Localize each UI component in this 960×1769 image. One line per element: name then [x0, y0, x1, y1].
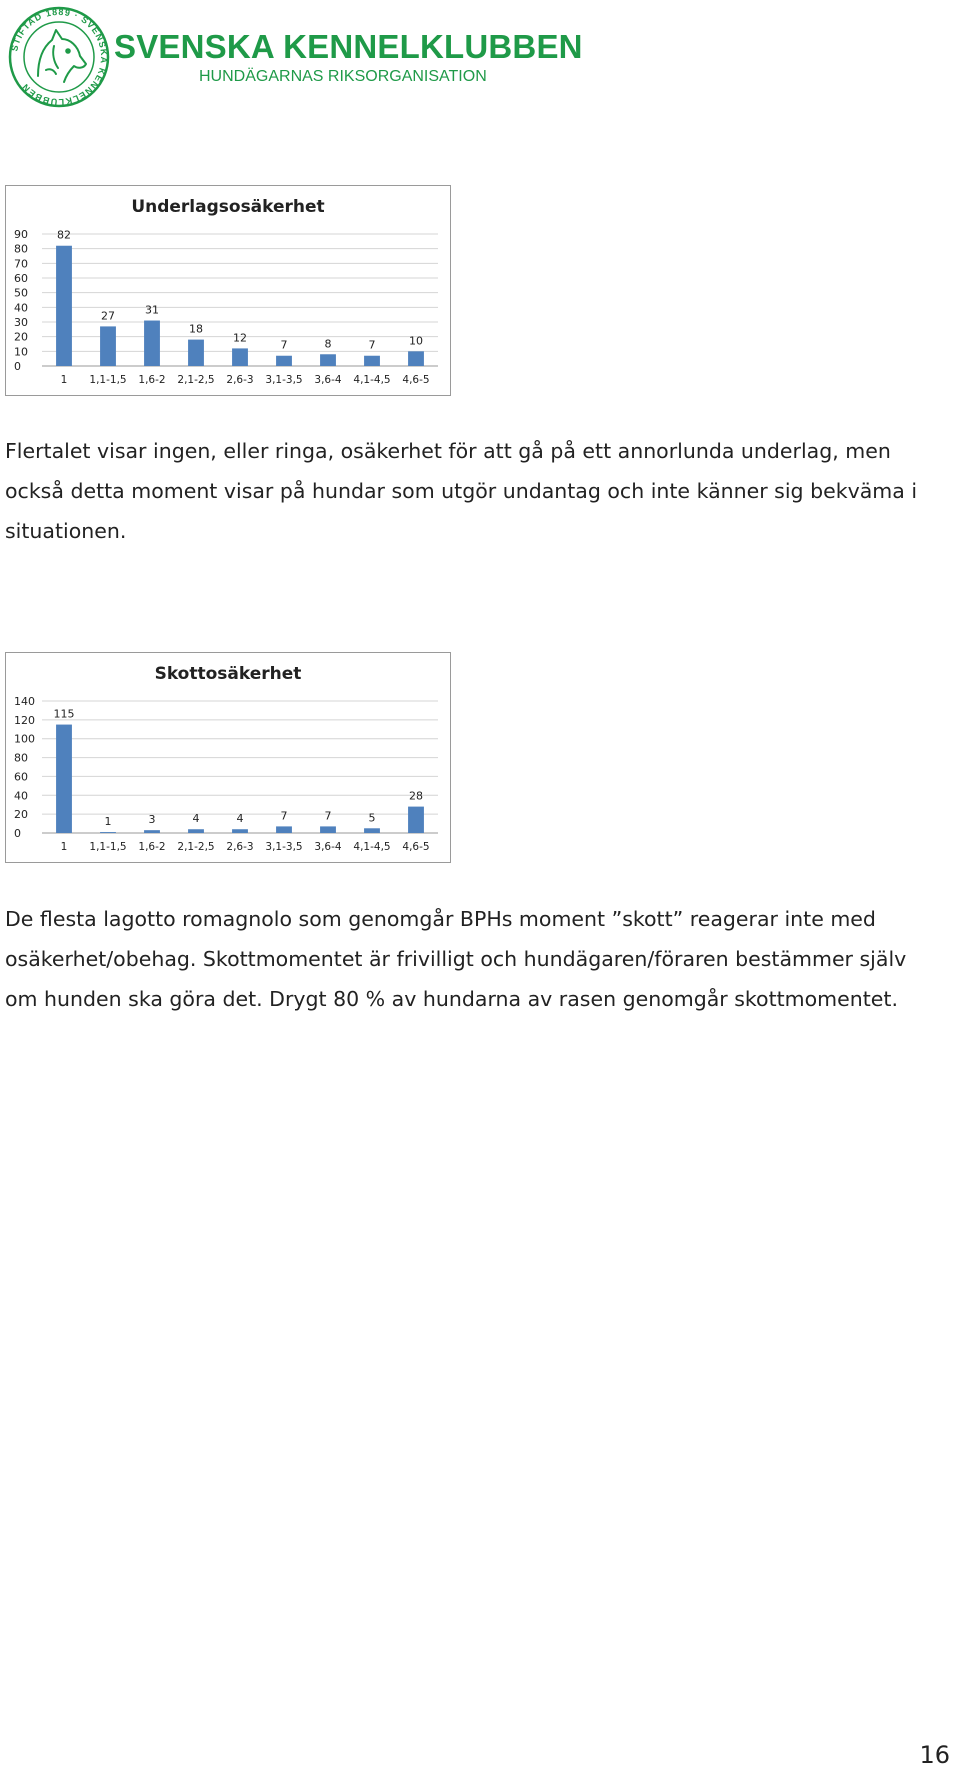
- bar: [364, 356, 380, 366]
- x-tick-label: 1,1-1,5: [89, 374, 127, 386]
- y-tick-label: 60: [14, 272, 28, 285]
- y-tick-label: 70: [14, 257, 28, 271]
- paragraph-line: De flesta lagotto romagnolo som genomgår BPHs moment ”skott” reagerar inte med: [5, 907, 876, 931]
- y-tick-label: 0: [14, 827, 21, 840]
- bar: [144, 830, 160, 833]
- y-tick-label: 60: [14, 770, 28, 784]
- x-tick-label: 3,6-4: [314, 374, 342, 386]
- x-tick-label: 1,6-2: [138, 841, 166, 853]
- bar: [408, 351, 424, 366]
- x-tick-label: 3,1-3,5: [265, 841, 303, 853]
- page-header: [8, 6, 608, 110]
- y-tick-label: 30: [14, 316, 28, 329]
- x-tick-label: 4,6-5: [402, 841, 430, 853]
- data-label: 12: [233, 331, 247, 345]
- paragraph-line: osäkerhet/obehag. Skottmomentet är frivilligt och hundägaren/föraren bestämmer själv: [5, 947, 907, 971]
- x-tick-label: 3,6-4: [314, 841, 342, 853]
- y-tick-label: 90: [14, 228, 28, 241]
- data-label: 4: [192, 812, 200, 826]
- data-label: 7: [324, 809, 332, 823]
- paragraph-underlag: [5, 431, 955, 551]
- y-tick-label: 0: [14, 360, 21, 373]
- data-label: 7: [280, 809, 288, 823]
- x-tick-label: 1,1-1,5: [89, 841, 127, 853]
- bar: [56, 725, 72, 833]
- paragraph-line: situationen.: [5, 519, 127, 543]
- y-tick-label: 20: [14, 330, 28, 344]
- bar: [100, 832, 116, 833]
- x-tick-label: 1,6-2: [138, 374, 166, 386]
- y-tick-label: 20: [14, 808, 28, 822]
- data-label: 115: [53, 707, 75, 721]
- bar: [232, 829, 248, 833]
- bar: [188, 340, 204, 366]
- y-tick-label: 80: [14, 242, 28, 256]
- bar: [232, 348, 248, 366]
- data-label: 28: [409, 789, 423, 803]
- bar: [188, 829, 204, 833]
- y-tick-label: 140: [14, 695, 35, 708]
- paragraph-line: om hunden ska göra det. Drygt 80 % av hundarna av rasen genomgår skottmomentet.: [5, 987, 898, 1011]
- y-tick-label: 100: [14, 732, 35, 746]
- x-tick-label: 2,1-2,5: [177, 841, 215, 853]
- x-tick-label: 4,6-5: [402, 374, 430, 386]
- bar: [144, 321, 160, 366]
- paragraph-skott: [5, 899, 955, 1019]
- data-label: 18: [189, 322, 203, 336]
- bar: [408, 807, 424, 833]
- data-label: 8: [324, 337, 332, 351]
- bar: [56, 246, 72, 366]
- data-label: 27: [101, 309, 115, 323]
- seal-text: STIFTAD 1889 · SVENSKA KENNELKLUBBEN: [9, 6, 110, 108]
- bar-chart: [6, 653, 450, 862]
- x-tick-label: 4,1-4,5: [353, 841, 391, 853]
- x-tick-label: 4,1-4,5: [353, 374, 391, 386]
- x-tick-label: 2,6-3: [226, 841, 254, 853]
- y-tick-label: 80: [14, 751, 28, 765]
- data-label: 4: [236, 812, 244, 826]
- data-label: 3: [148, 813, 156, 827]
- organization-name: SVENSKA KENNELKLUBBEN: [114, 28, 583, 65]
- data-label: 7: [280, 338, 288, 352]
- chart-title: Underlagsosäkerhet: [131, 197, 325, 217]
- kennel-club-seal-logo: [8, 6, 110, 108]
- data-label: 10: [409, 334, 423, 348]
- y-tick-label: 120: [14, 713, 35, 727]
- data-label: 5: [368, 811, 376, 825]
- page-number: 16: [919, 1741, 950, 1769]
- paragraph-line: också detta moment visar på hundar som utgör undantag och inte känner sig bekväma i: [5, 479, 918, 503]
- bar: [100, 326, 116, 366]
- x-tick-label: 2,6-3: [226, 374, 254, 386]
- x-tick-label: 2,1-2,5: [177, 374, 215, 386]
- x-tick-label: 1: [60, 841, 68, 853]
- data-label: 1: [104, 815, 112, 829]
- y-tick-label: 10: [14, 345, 28, 359]
- bar: [276, 356, 292, 366]
- bar: [276, 826, 292, 833]
- y-tick-label: 50: [14, 286, 28, 300]
- bar: [320, 826, 336, 833]
- organization-subtitle: HUNDÄGARNAS RIKSORGANISATION: [199, 68, 487, 85]
- bar: [364, 828, 380, 833]
- x-tick-label: 1: [60, 374, 68, 386]
- dog-head-icon: [38, 30, 86, 82]
- y-tick-label: 40: [14, 789, 28, 803]
- paragraph-line: Flertalet visar ingen, eller ringa, osäkerhet för att gå på ett annorlunda underlag, men: [5, 439, 891, 463]
- chart-skottosakerhet: [5, 652, 451, 863]
- chart-title: Skottosäkerhet: [154, 664, 302, 684]
- bar: [320, 354, 336, 366]
- data-label: 82: [57, 228, 71, 242]
- data-label: 7: [368, 338, 376, 352]
- bar-chart: [6, 186, 450, 395]
- chart-underlagsosakerhet: [5, 185, 451, 396]
- y-tick-label: 40: [14, 301, 28, 315]
- x-tick-label: 3,1-3,5: [265, 374, 303, 386]
- data-label: 31: [145, 303, 159, 317]
